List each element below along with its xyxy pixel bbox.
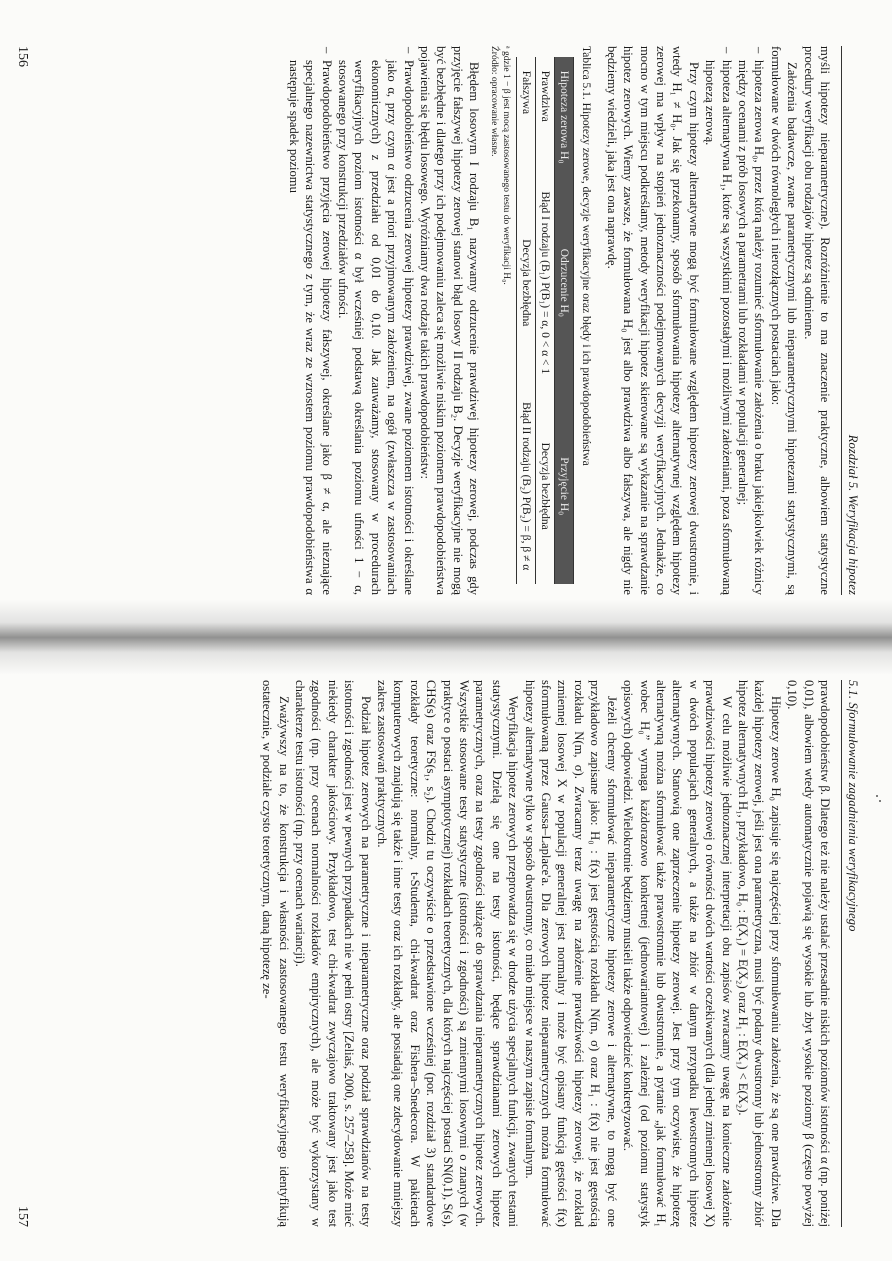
left-intro-paragraph: myśli hipotezy nieparametryczne). Rozróżnienie to ma znaczenie praktyczne, albowiem statystyczne procedury weryfikacji obu rodzajów hipotez są odmienne. <box>801 46 832 595</box>
scan-speck <box>876 795 878 797</box>
table-header-row <box>555 57 574 585</box>
left-page-number: 156 <box>15 46 30 67</box>
table-footnote: ᵃ gdzie 1 − β jest mocą zastosowanego testu do weryfikacji H₀. <box>501 46 512 285</box>
list-item: – hipoteza zerowa H₀, przez którą należy rozumieć sformułowanie założenia o braku jakiejkolwiek różnicy między ocenami z prób losowych a parametrami lub rozkładami w populacji generalnej; <box>735 60 768 595</box>
right-paragraph-7: Zważywszy na to, że konstrukcja i własności zastosowanego testu weryfikacyjnego identyfikują ostatecznie, w podziale czysto teoretycznym, daną hipotezę ze- <box>260 680 291 1227</box>
table-cell: Błąd II rodzaju (B₂) P(B₂) = β, β ≠ α <box>517 388 536 584</box>
table-source: Źródło: opracowanie własne. <box>489 46 500 157</box>
table-header-cell: Odrzucenie H₀ <box>555 177 574 388</box>
right-paragraph-1: prawdopodobieństw β. Dlatego też nie należy ustalać przesadnie niskich poziomów istotności α (np. poniżej 0,01), albowiem wtedy automatycznie pojawią się wysokie lub zbyt wysokie poziomy β (często powyżej 0,10). <box>785 680 832 1227</box>
right-paragraph-6: Podział hipotez zerowych na parametryczne i nieparametryczne oraz podział sprawdzianów na testy istotności i zgodności jest w pewnych przypadkach nie w pełni ostry [Zeliaś, 2000, s. 257–258]. Może mieć niekiedy charakter jakościowy. Przykładowo, test chi-kwadrat zwyczajowo traktowany jest jako test zgodności (np. przy ocenach normalności rozkładów empirycznych), ale może być wykorzystany w charakterze testu istotności (np. przy ocenach wariancji). <box>293 680 373 1227</box>
list-item: – hipoteza alternatywna H₁, które są wszystkimi pozostałymi i możliwymi założeniami, poza sformułowaną hipotezą zerową. <box>702 60 735 595</box>
probability-list <box>285 46 416 595</box>
left-paragraph-3: Przy czym hipotezy alternatywne mogą być formułowane względem hipotezy zerowej dwustronnie, i wtedy H₁ ≠ H₀. Jak się przekonamy, sposób sformułowania hipotezy alternatywnej względem hipotezy zerowej ma wpływ na stopień jednoznaczności podejmowanych decyzji weryfikacyjnych. Jednakże, co mocno w tym miejscu podkreślamy, metody weryfikacji hipotez skierowane są wykazanie na sprawdzanie hipotez zerowych. Wiemy zawsze, że formułowana H₀ jest albo prawdziwa albo fałszywa, ale nigdy nie będziemy wiedzieli, jaka jest ona naprawdę. <box>604 46 701 595</box>
table-header-cell: Przyjęcie H₀ <box>555 388 574 584</box>
right-running-head: 5.1. Sformułowanie zagadnienia weryfikacyjnego <box>841 680 860 1227</box>
table-caption: Tablica 5.1. Hipotezy zerowe, decyzje weryfikacyjne oraz błędy i ich prawdopodobieństwa <box>580 46 593 466</box>
table-cell: Fałszywa <box>517 57 536 178</box>
table-cell: Prawdziwa <box>536 57 555 178</box>
table-row <box>517 57 536 585</box>
left-paragraph-2: Założenia badawcze, zwane parametrycznymi lub nieparametrycznymi hipotezami statystycznymi, są formułowane w dwóch równoległych i nierozłącznych postaciach jako: <box>768 46 800 595</box>
right-page-number: 157 <box>15 1206 30 1227</box>
right-page <box>0 650 892 1261</box>
right-paragraph-2: Hipotezy zerowe H₀ zapisuje się najczęściej przy sformułowaniu założenia, że są one prawdziwe. Dla każdej hipotezy zerowej, jeśli jest ona parametryczna, musi być podany dwustronny lub jednostronny zbiór hipotez alternatywnych H₁, przykładowo, H₀ : E(X₁) = E(X₂) oraz H₁ : E(X₁) < E(X₂). <box>735 680 783 1227</box>
right-paragraph-5: Weryfikacja hipotez zerowych przeprowadza się w drodze użycia specjalnych funkcji, zwanych testami statystycznymi. Dzielą się one na testy istotności, będące sprawdzianami zerowych hipotez parametrycznych, oraz na testy zgodności służące do sprawdzania nieparametrycznych hipotez zerowych. Wszystkie stosowane testy statystyczne (istotności i zgodności) są zmiennymi losowymi o znanych (w praktyce o postaci asymptotycznej) rozkładach teoretycznych, dla których najczęściej postaci SN(0,1), S(s), CHS(s) oraz FS(s₁, s₂). Chodzi tu oczywiście o przedstawione wcześniej (por. rozdział 3) standardowe rozkłady teoretyczne: normalny, t-Studenta, chi-kwadrat oraz Fishera–Snedecora. W pakietach komputerowych znajdują się także i inne testy oraz ich rozkłady, ale posiadają one zdecydowanie mniejszy zakres zastosowań praktycznych. <box>375 680 521 1227</box>
table-header-cell: Hipoteza zerowa H₀ <box>555 57 574 178</box>
hypothesis-list <box>702 46 768 595</box>
table-cell: Decyzja bezbłędna <box>517 177 536 388</box>
decision-table <box>516 57 574 585</box>
left-paragraph-4: Błędem losowym I rodzaju B₁ nazywamy odrzucenie prawdziwej hipotezy zerowej, podczas gdy przyjęcie fałszywej hipotezy zerowej stanowi błąd losowy II rodzaju B₂. Decyzje weryfikacyjne nie mogą być bezbłędne i dlatego przy ich podejmowaniu zaleca się możliwie niskim poziomem prawdopodobieństwa pojawienia się błędu losowego. Wyróżniamy dwa rodzaje takich prawdopodobieństw: <box>418 46 482 595</box>
list-item: – Prawdopodobieństwo odrzucenia zerowej hipotezy prawdziwej, zwane poziomem istotności i określane jako α, przy czym α jest a priori przyjmowanym założeniem, na ogół (zwłaszcza w zastosowaniach ekonomicznych) z przedziału od 0,01 do 0,10. Jak zauważamy, stosowany w procedurach weryfikacyjnych poziom istotności α był wcześniej podstawą określania poziomu ufności 1 − α, stosowanego przy konstrukcji przedziałów ufności. <box>335 60 417 595</box>
table-row <box>536 57 555 585</box>
right-paragraph-3: W celu możliwie jednoznacznej interpretacji obu zapisów zwracamy uwagę na konieczne założenie prawdziwości hipotezy zerowej o równości dwóch wartości oczekiwanych (dla jednej zmiennej losowej X) w dwóch populacjach generalnych, a także na zbiór w danym przypadku lewostronnych hipotez alternatywnych. Stanowią one zaprzeczenie hipotezy zerowej. Jest przy tym oczywiste, że hipotezę alternatywną można sformułować także prawostronnie lub dwustronnie, a pytanie „jak formułować H₁ wobec H₀” wymaga każdorazowo konkretnej (jednowariantowej) i zależnej (od poziomu statystyk opisowych) odpowiedzi. Wielokrotnie będziemy musieli także odpowiedzieć konkretyzować. <box>621 680 734 1227</box>
table-cell: Decyzja bezbłędna <box>536 388 555 584</box>
list-item: – Prawdopodobieństwo przyjęcia zerowej hipotezy fałszywej, określane jako β ≠ α, ale nieznające specjalnego nazewnictwa statystycznego z tym, że wraz ze wzrostem poziomu prawdopodobieństwa α następuje spadek poziomu <box>285 60 334 595</box>
left-page <box>0 0 892 625</box>
scan-speck <box>879 800 881 802</box>
right-paragraph-4: Jeżeli chcemy sformułować nieparametryczne hipotezy zerowe i alternatywne, to mogą być one przykładowo zapisane jako: H₀ : f(x) jest gęstością rozkładu N(m, σ) oraz H₁ : f(x) nie jest gęstością rozkładu N(m, σ). Zwracamy teraz uwagę na założenie prawdziwości hipotezy zerowej, że rozkład zmiennej losowej X w populacji generalnej jest normalny i może być opisany funkcją gęstości f(x) sformułowaną przez Gaussa–Laplace'a. Dla zerowych hipotez nieparametrycznych można formułować hipotezy alternatywne tylko w sposób dwustronny, co miało miejsce w naszym zapisie formalnym. <box>522 680 619 1227</box>
table-5-1 <box>488 46 593 595</box>
table-cell: Błąd I rodzaju (B₁) P(B₁) = α, 0 < α < 1 <box>536 177 555 388</box>
left-running-head: Rozdział 5. Weryfikacja hipotez <box>841 46 860 595</box>
